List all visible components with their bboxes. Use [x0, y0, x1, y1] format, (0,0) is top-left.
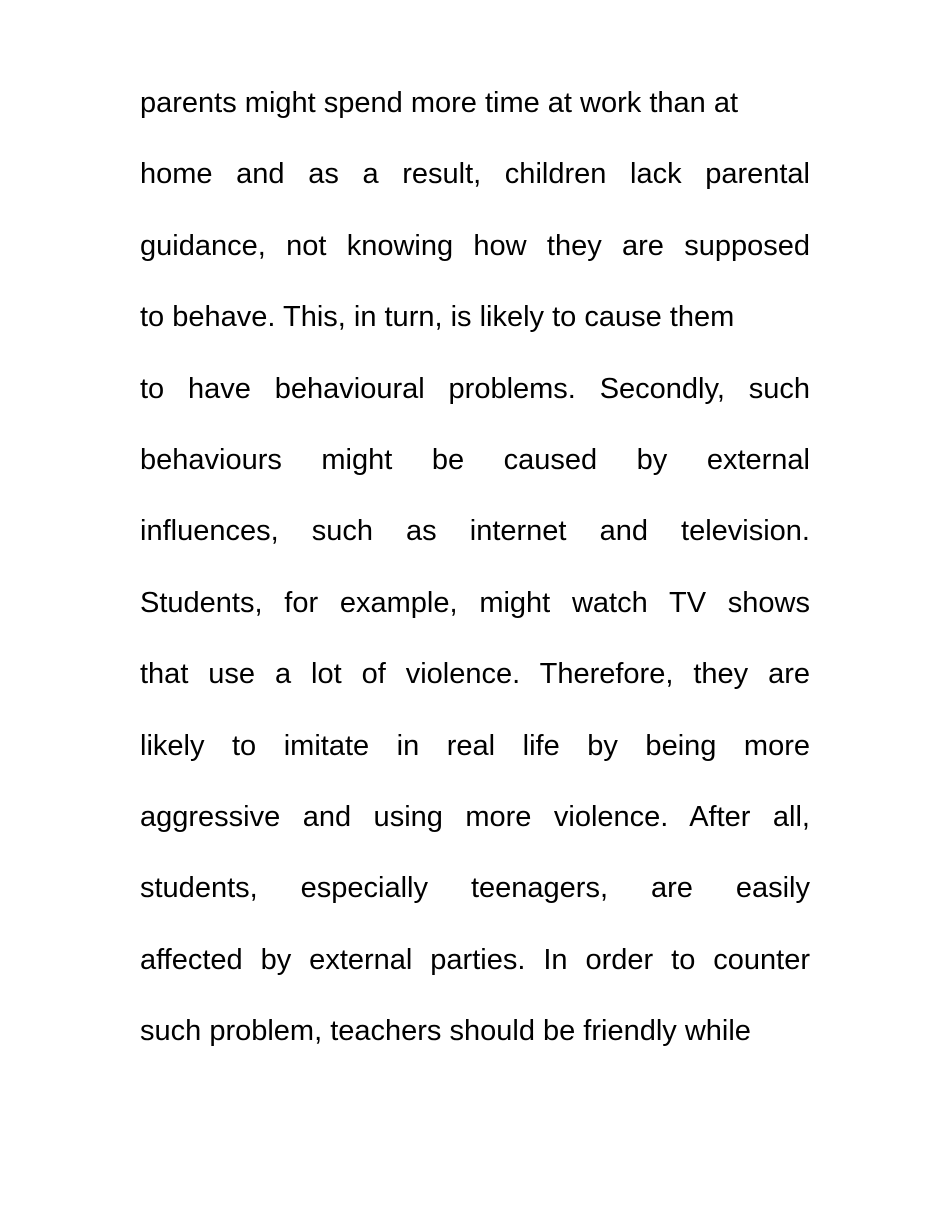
text-line: likely to imitate in real life by being more [140, 729, 810, 762]
text-line: aggressive and using more violence. After all, [140, 800, 810, 833]
body-paragraph [140, 68, 810, 1067]
text-line: students, especially teenagers, are easily [140, 872, 810, 905]
text-line: Students, for example, might watch TV shows [140, 586, 810, 619]
text-line: parents might spend more time at work than at [140, 87, 739, 119]
text-line: behaviours might be caused by external [140, 443, 810, 476]
text-line: affected by external parties. In order to counter [140, 943, 810, 976]
text-line: to have behavioural problems. Secondly, such [140, 372, 810, 405]
text-line: home and as a result, children lack parental [140, 158, 810, 191]
text-line: such problem, teachers should be friendly while [140, 1015, 751, 1048]
text-line: guidance, not knowing how they are supposed [140, 229, 810, 262]
text-line: influences, such as internet and television. [140, 515, 810, 548]
text-line: to behave. This, in turn, is likely to cause them [140, 301, 735, 334]
text-line: that use a lot of violence. Therefore, they are [140, 658, 810, 691]
